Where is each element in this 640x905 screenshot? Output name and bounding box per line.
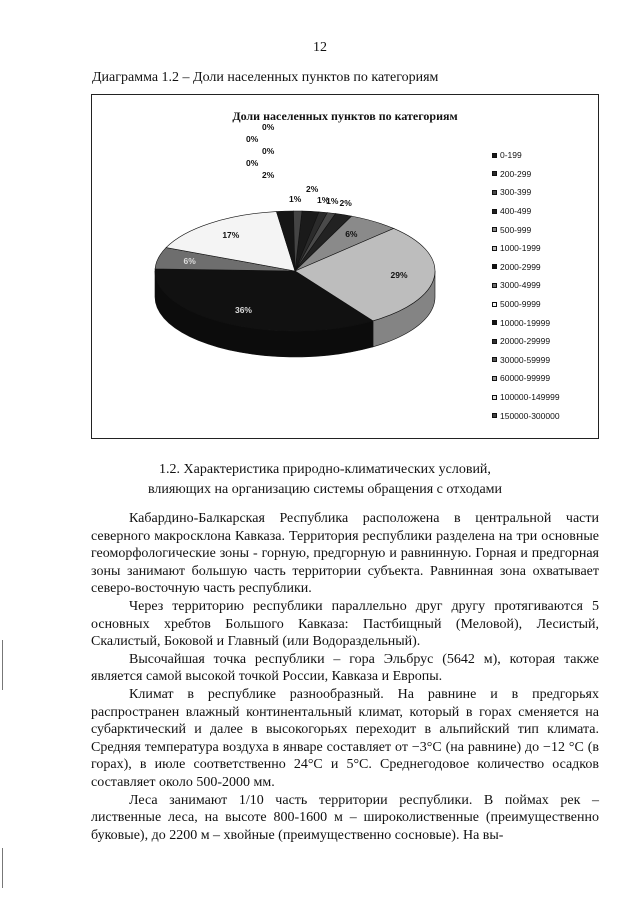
section-heading-line-2: влияющих на организацию системы обращения с отходами (147, 482, 503, 497)
legend-label: 30000-59999 (500, 354, 551, 365)
legend-item-1000-1999 (492, 239, 560, 258)
legend-swatch (492, 190, 497, 195)
pie-label-10000-19999: 2% (262, 170, 275, 180)
paragraph-1: Кабардино-Балкарская Республика расположена в центральной части северного макросклона Кавказа. Территория республики разделена на три основные геоморфологические зоны - горную, предгорную и равнинную. Горная и предгорная зоны занимают большую часть территории субъекта. Равнинная зона охватывает северо-восточную часть республики. (91, 511, 599, 597)
legend-item-5000-9999 (492, 295, 560, 314)
page-number: 12 (313, 40, 327, 55)
legend-swatch (492, 376, 497, 381)
pie-label-300-399: 1% (326, 196, 339, 207)
pie-label-200-299: 1% (316, 195, 330, 206)
pie-label-30000-59999: 0% (262, 146, 275, 156)
pie-label-2000-2999: 36% (234, 305, 252, 316)
pie-label-500-999: 6% (345, 228, 358, 239)
pie-label-60000-99999: 0% (246, 134, 259, 144)
legend-label: 500-999 (500, 224, 532, 235)
chart-box (91, 94, 599, 439)
section-heading-line-1: 1.2. Характеристика природно-климатических условий, (159, 462, 491, 477)
pie-label-100000-149999: 0% (262, 122, 275, 132)
legend-label: 20000-29999 (500, 336, 551, 347)
legend-label: 100000-149999 (500, 392, 560, 403)
legend-label: 3000-4999 (500, 280, 541, 291)
legend-item-100000-149999 (492, 388, 560, 407)
pie-label-400-499: 2% (339, 198, 352, 209)
legend-swatch (492, 357, 497, 362)
legend-label: 150000-300000 (500, 410, 560, 421)
paragraph-2: Через территорию республики параллельно друг другу протягиваются 5 основных хребтов Большого Кавказа: Пастбищный (Меловой), Лесистый, Скалистый, Боковой и Главный (или Водораздельный). (91, 598, 599, 650)
legend-swatch (492, 395, 497, 400)
legend-swatch (492, 209, 497, 214)
chart-title: Доли населенных пунктов по категориям (232, 109, 458, 123)
margin-mark (2, 640, 3, 690)
legend-item-500-999 (492, 220, 560, 239)
legend-item-30000-59999 (492, 351, 560, 370)
legend-label: 300-399 (500, 187, 532, 198)
legend-item-200-299 (492, 165, 560, 184)
pie-label-3000-4999: 6% (183, 256, 196, 267)
legend-swatch (492, 302, 497, 307)
legend-label: 5000-9999 (500, 299, 541, 310)
legend-label: 400-499 (500, 206, 532, 217)
legend-label: 2000-2999 (500, 261, 541, 272)
legend-item-150000-300000 (492, 406, 560, 425)
legend-item-3000-4999 (492, 276, 560, 295)
pie-label-0-199: 2% (306, 184, 319, 194)
legend-swatch (492, 153, 497, 158)
paragraph-3: Высочайшая точка республики – гора Эльбрус (5642 м), которая также является самой высокой точкой России, Кавказа и Европы. (91, 651, 599, 685)
legend-item-60000-99999 (492, 369, 560, 388)
legend-label: 1000-1999 (500, 243, 541, 254)
legend-swatch (492, 246, 497, 251)
legend-swatch (492, 283, 497, 288)
legend-swatch (492, 171, 497, 176)
section-heading (90, 460, 560, 500)
pie-label-150000-300000: 1% (289, 194, 302, 204)
legend-swatch (492, 339, 497, 344)
legend-item-20000-29999 (492, 332, 560, 351)
legend-swatch (492, 264, 497, 269)
legend-label: 200-299 (500, 168, 532, 179)
legend-item-400-499 (492, 202, 560, 221)
legend-swatch (492, 227, 497, 232)
legend-swatch (492, 320, 497, 325)
legend-item-0-199 (492, 146, 560, 165)
margin-mark (2, 848, 3, 888)
legend-item-10000-19999 (492, 313, 560, 332)
pie-label-20000-29999: 0% (246, 158, 259, 168)
pie-label-1000-1999: 29% (390, 270, 408, 281)
chart-legend (492, 146, 560, 425)
legend-label: 0-199 (500, 150, 522, 161)
paragraph-5: Леса занимают 1/10 часть территории республики. В поймах рек – лиственные леса, на высоте 800-1600 м – широколиственные (преимущественно буковые), до 2200 м – хвойные (преимущественно сосновые). На вы- (91, 792, 599, 843)
diagram-caption: Диаграмма 1.2 – Доли населенных пунктов по категориям (92, 70, 439, 85)
legend-item-300-399 (492, 183, 560, 202)
pie-label-5000-9999: 17% (222, 230, 240, 241)
body-text (91, 510, 599, 844)
legend-swatch (492, 413, 497, 418)
legend-label: 60000-99999 (500, 373, 551, 384)
legend-label: 10000-19999 (500, 317, 551, 328)
legend-item-2000-2999 (492, 258, 560, 277)
paragraph-4: Климат в республике разнообразный. На равнине и в предгорьях распространен влажный континентальный климат, который в горах сменяется на субарктический и далее в высокогорьях переходит в альпийский тип климата. Средняя температура воздуха в январе составляет от −3°C (на равнине) до −12 °C (в горах), в июле соответственно 24°C и 5°C. Среднегодовое количество осадков составляет около 500-2000 мм. (91, 686, 599, 790)
